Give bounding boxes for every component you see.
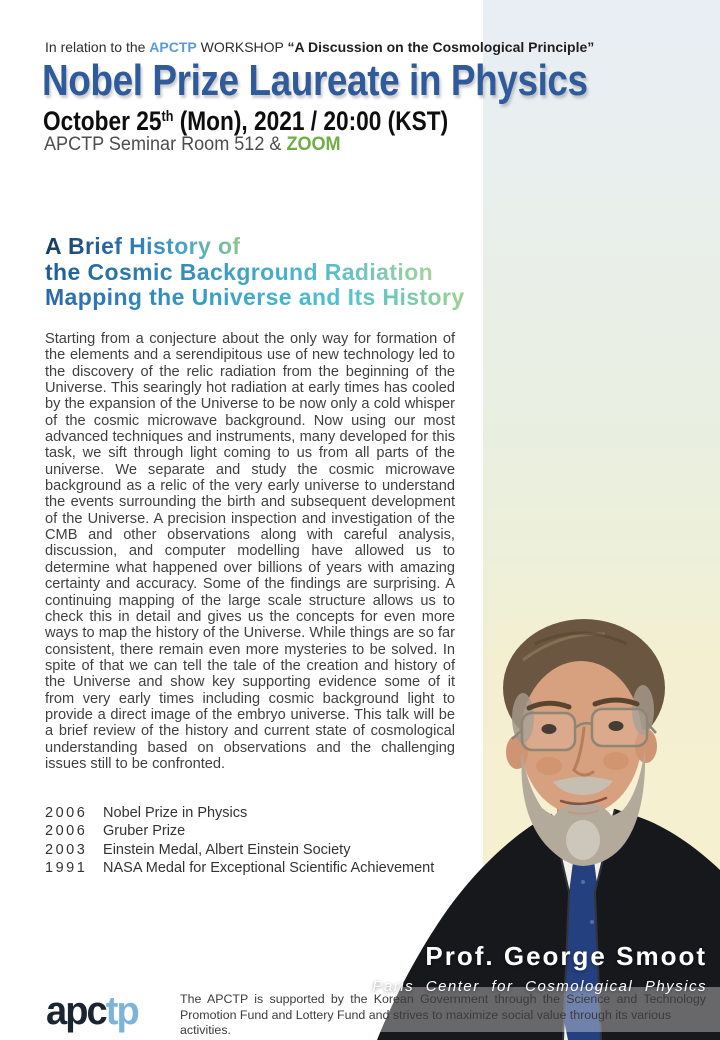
date-ordinal: th — [161, 108, 174, 125]
talk-title-line-1: A Brief History of — [45, 233, 241, 259]
apctp-logo — [46, 989, 138, 1034]
tagline-prefix: In relation to the — [45, 39, 150, 55]
award-title: Nobel Prize in Physics — [103, 805, 248, 821]
talk-title — [45, 234, 465, 311]
award-title: Gruber Prize — [103, 823, 186, 840]
footer-line-1: The APCTP is supported by the Korean Government through the Science and Technology — [180, 992, 706, 1006]
talk-abstract: Starting from a conjecture about the only way for formation of the elements and a serendipitous use of new technology led to the discovery of the relic radiation from the beginning of the Universe. This searingly hot radiation at early times has cooled by the expansion of the Universe to be now only a cold whisper of the cosmic microwave background. Now using our most advanced techniques and instruments, many developed for this task, we sift through light coming to us from all parts of the universe. We separate and study the cosmic microwave background as a relic of the very early universe to understand the events surrounding the birth and subsequent development of the Universe. A precision inspection and investigation of the CMB and other observations along with careful analysis, discussion, and computer modelling have allowed us to determine what happened over billions of years with amazing certainty and accuracy. Some of the findings are surprising. A continuing mapping of the large scale structure allows us to check this in detail and gives us the concepts for even more ways to map the history of the Universe. While things are so far consistent, there remain even more mysteries to be solved. In spite of that we can tell the tale of the creation and history of the Universe and show key supporting evidence some of it from very early times including cosmic background light to provide a direct image of the embryo universe. This talk will be a brief review of the history and current state of cosmological understanding based on observations and the challenging issues still to be confronted. — [45, 331, 455, 772]
speaker-affiliation: Paris Center for Cosmological Physics — [372, 978, 707, 995]
award-year: 1991 — [45, 859, 88, 876]
award-row — [45, 822, 434, 840]
award-row — [45, 859, 434, 877]
award-row — [45, 804, 434, 822]
event-time: (Mon), 2021 / 20:00 (KST) — [173, 106, 449, 136]
page-title: Nobel Prize Laureate in Physics — [42, 56, 588, 105]
tagline-workshop: WORKSHOP — [196, 39, 288, 55]
apctp-logo-light: tp — [105, 989, 138, 1033]
venue-room: APCTP Seminar Room 512 & — [44, 134, 287, 155]
tagline-apctp: APCTP — [149, 39, 197, 55]
award-title: Einstein Medal, Albert Einstein Society — [103, 841, 351, 858]
award-year: 2006 — [45, 823, 88, 840]
speaker-name: Prof. George Smoot — [425, 941, 707, 971]
event-datetime — [43, 106, 448, 137]
awards-list — [45, 804, 434, 877]
award-title: NASA Medal for Exceptional Scientific Achievement — [103, 859, 435, 876]
talk-title-line-2: the Cosmic Background Radiation — [45, 258, 434, 285]
speaker-block — [372, 941, 707, 995]
award-year: 2003 — [45, 841, 88, 858]
award-row — [45, 841, 434, 859]
tagline-quote: “A Discussion on the Cosmological Principle” — [287, 39, 595, 55]
workshop-tagline — [45, 39, 594, 55]
event-venue — [44, 134, 341, 156]
footer-line-2: Promotion Fund and Lottery Fund and strives to maximize social value through its various activities. — [180, 1007, 672, 1038]
event-date: October 25 — [43, 106, 162, 136]
footer-text — [180, 992, 706, 1039]
talk-title-line-3: Mapping the Universe and Its History — [45, 284, 465, 311]
award-year: 2006 — [45, 805, 88, 821]
venue-zoom-label: ZOOM — [286, 134, 341, 155]
apctp-logo-dark: apc — [46, 989, 106, 1033]
